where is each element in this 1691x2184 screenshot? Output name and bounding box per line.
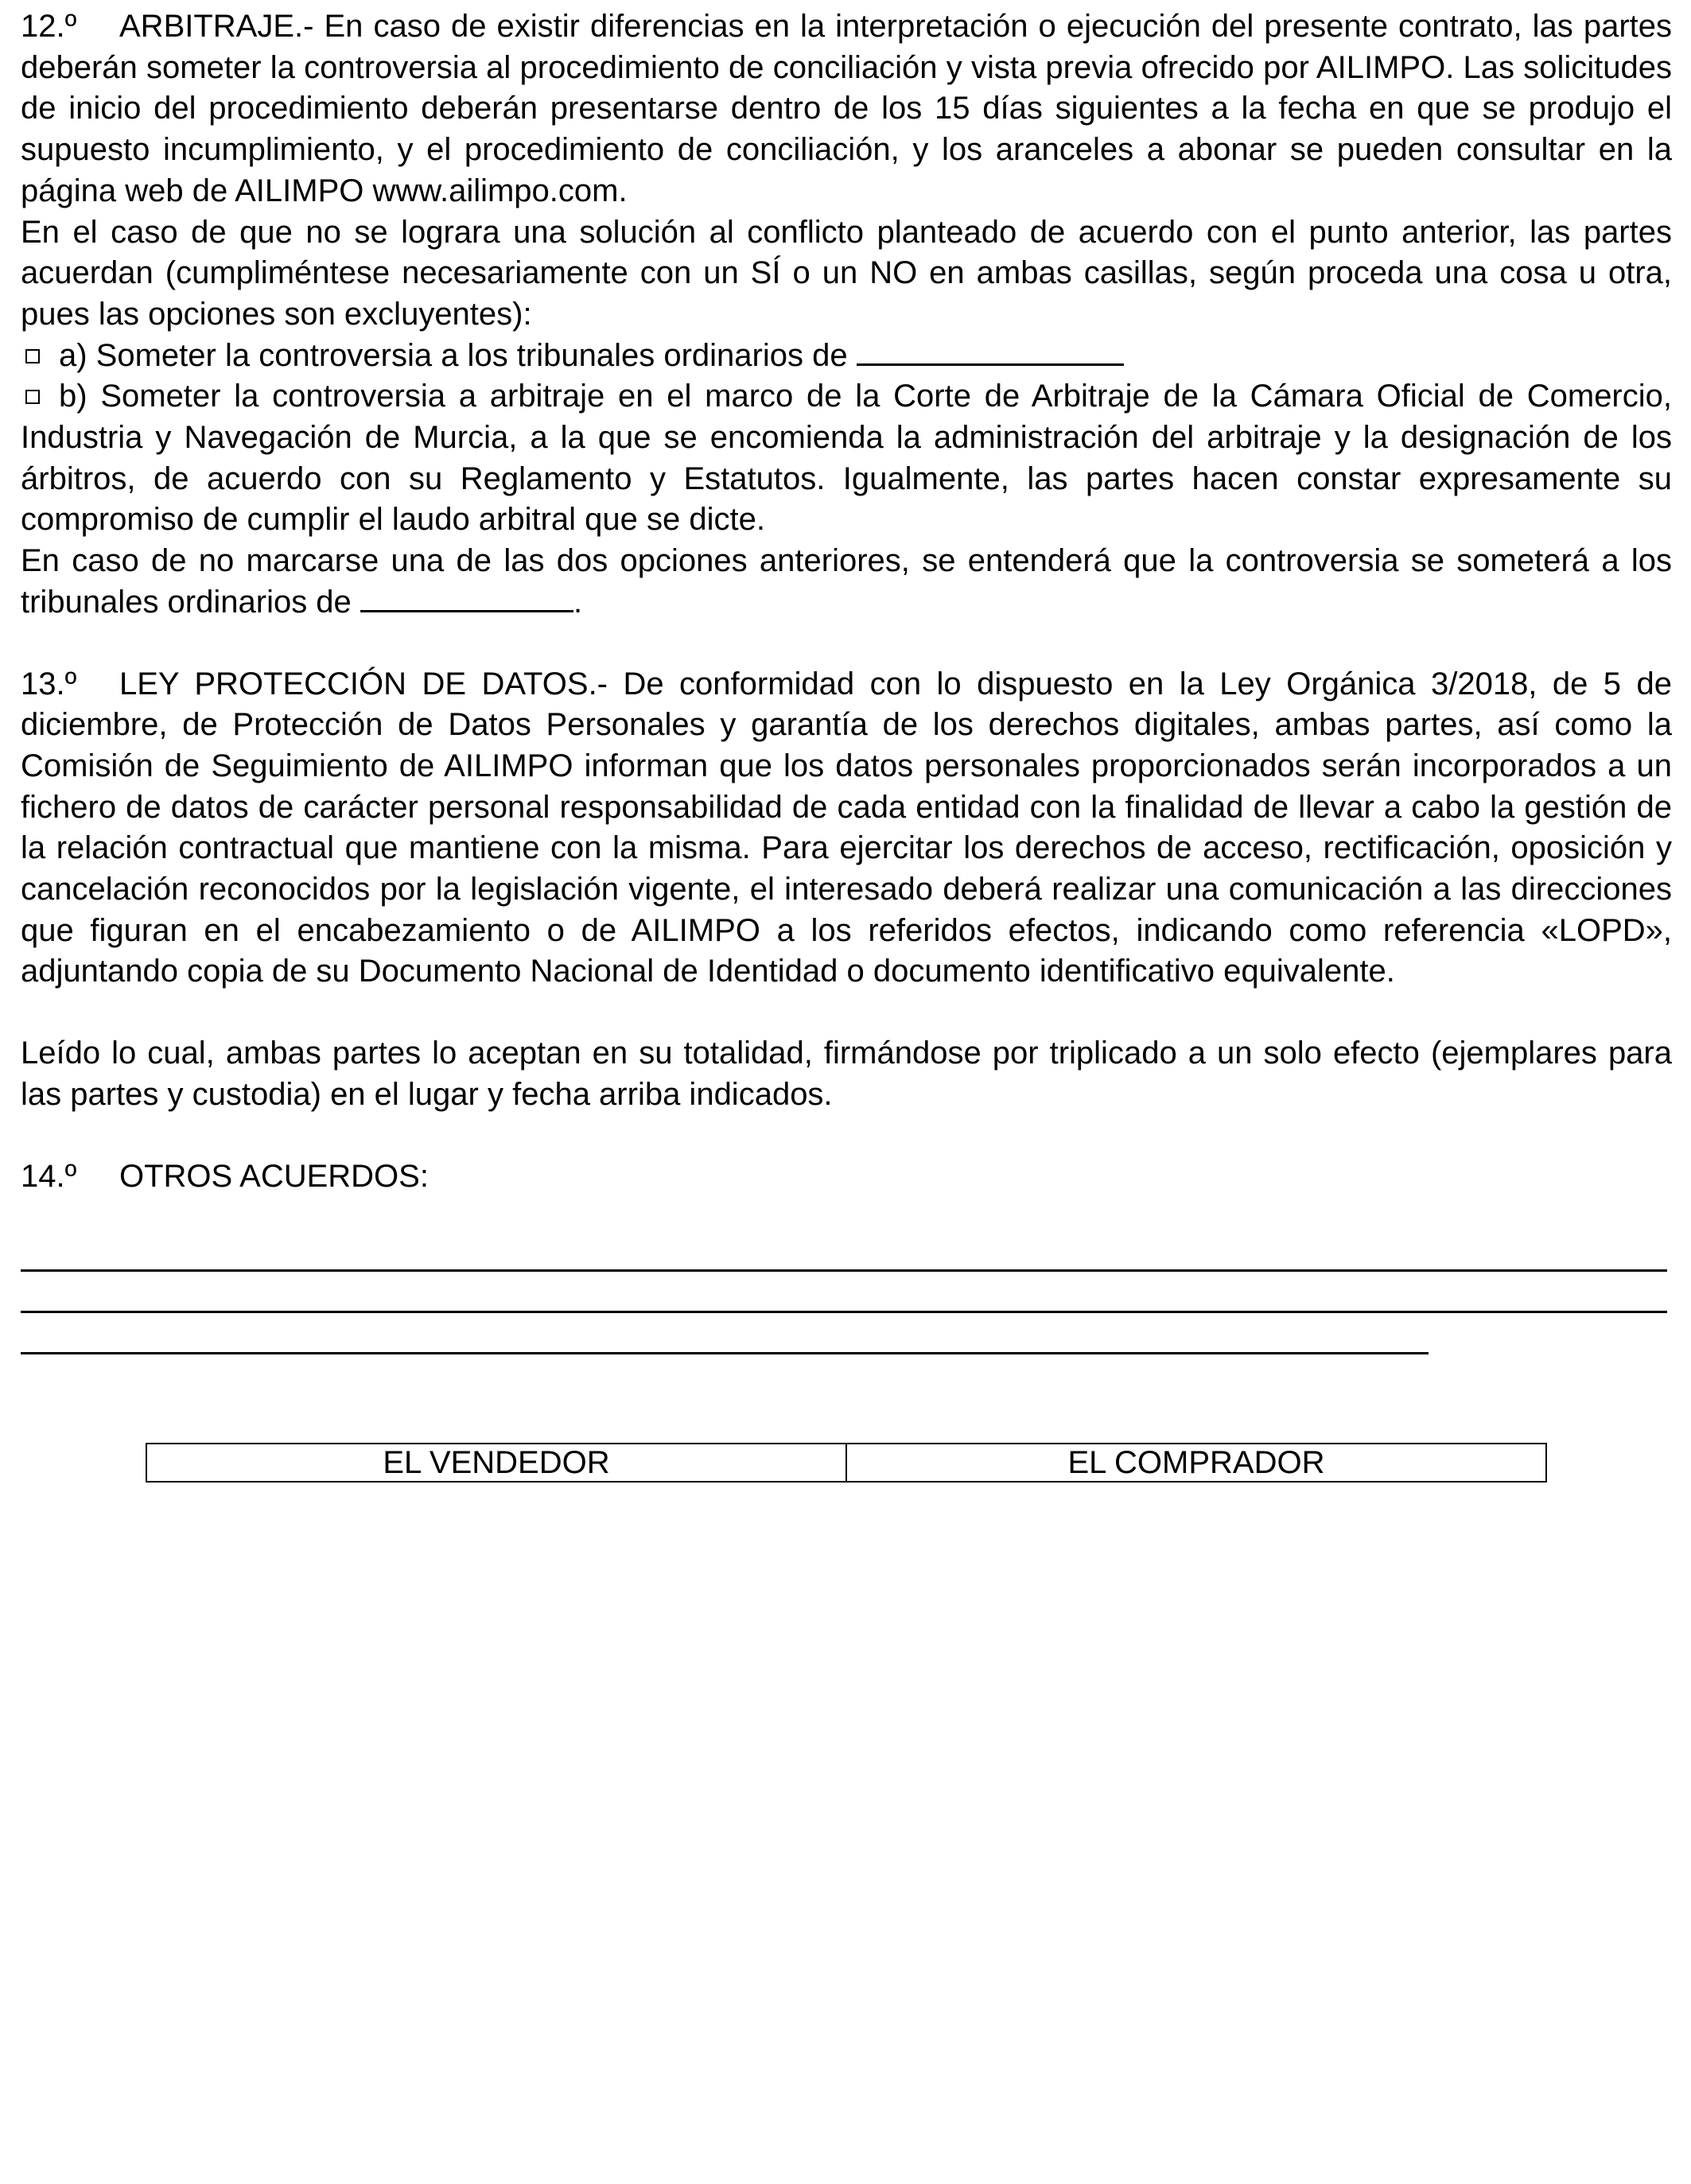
option-b-text: b) Someter la controversia a arbitraje en el marco de la Corte de Arbitraje de la Cámara Oficial de Comercio, Industria y Navegación de Murcia, a la que se encomienda la administración del arbitraje y la designación de los árbitros, de acuerdo con su Reglamento y Estatutos. Igualmente, las partes hacen constar expresamente su compromiso de cumplir el laudo arbitral que se dicte.: [21, 379, 1672, 538]
option-a-court-blank[interactable]: [857, 340, 1124, 366]
other-agreements-line-3[interactable]: [21, 1352, 1429, 1354]
spacer: [21, 624, 1672, 664]
fallback-court-blank[interactable]: [360, 586, 573, 612]
clause-14-number: 14.º: [21, 1158, 77, 1194]
document-page: [21, 6, 1672, 1197]
fallback-paragraph: [21, 541, 1672, 623]
fallback-text: En caso de no marcarse una de las dos opciones anteriores, se entenderá que la controversia se someterá a los tribunales ordinarios de: [21, 543, 1672, 620]
other-agreements-line-1[interactable]: [21, 1269, 1667, 1272]
clause-14-title: OTROS ACUERDOS:: [119, 1158, 429, 1194]
clause-12-intro: ARBITRAJE.- En caso de existir diferencias en la interpretación o ejecución del presente contrato, las partes deberán someter la controversia al procedimiento de conciliación y vista previa ofrecido por AILIMPO. Las solicitudes de inicio del procedimiento deberán presentarse dentro de los 15 días siguientes a la fecha en que se produjo el supuesto incumplimiento, y el procedimiento de conciliación, y los aranceles a abonar se pueden consultar en la página web de AILIMPO www.ailimpo.com.: [21, 9, 1672, 208]
option-b-paragraph: [21, 376, 1672, 541]
buyer-signature-cell: EL COMPRADOR: [846, 1444, 1545, 1481]
spacer: [21, 993, 1672, 1033]
clause-13-text: LEY PROTECCIÓN DE DATOS.- De conformidad con lo dispuesto en la Ley Orgánica 3/2018, de 5 de diciembre, de Protección de Datos Personales y garantía de los derechos digitales, ambas partes, así como la Comisión de Seguimiento de AILIMPO informan que los datos personales proporcionados serán incorporados a un fichero de datos de carácter personal responsabilidad de cada entidad con la finalidad de llevar a cabo la gestión de la relación contractual que mantiene con la misma. Para ejercitar los derechos de acceso, rectificación, oposición y cancelación reconocidos por la legislación vigente, el interesado deberá realizar una comunicación a las direcciones que figuran en el encabezamiento o de AILIMPO a los referidos efectos, indicando como referencia «LOPD», adjuntando copia de su Documento Nacional de Identidad o documento identificativo equivalente.: [21, 666, 1672, 989]
other-agreements-line-2[interactable]: [21, 1311, 1667, 1313]
clause-12-number: 12.º: [21, 9, 77, 44]
option-a-checkbox[interactable]: [25, 349, 40, 363]
option-a-line: [21, 336, 1672, 377]
clause-13-paragraph: [21, 664, 1672, 993]
closing-paragraph: Leído lo cual, ambas partes lo aceptan en su totalidad, firmándose por triplicado a un solo efecto (ejemplares para las partes y custodia) en el lugar y fecha arriba indicados.: [21, 1036, 1672, 1112]
seller-signature-cell: EL VENDEDOR: [383, 1445, 610, 1480]
fallback-period: .: [573, 584, 583, 620]
option-b-checkbox[interactable]: [25, 390, 40, 404]
spacer: [21, 1116, 1672, 1156]
clause-13-number: 13.º: [21, 666, 77, 701]
clause-12-options-intro: En el caso de que no se lograra una solución al conflicto planteado de acuerdo con el punto anterior, las partes acuerdan (cumpliméntese necesariamente con un SÍ o un NO en ambas casillas, según proceda una cosa u otra, pues las opciones son excluyentes):: [21, 214, 1672, 332]
clause-12-paragraph: [21, 6, 1672, 212]
clause-14-heading: [21, 1156, 1672, 1198]
option-a-text: a) Someter la controversia a los tribunales ordinarios de: [59, 337, 848, 373]
signature-table: [146, 1443, 1547, 1483]
